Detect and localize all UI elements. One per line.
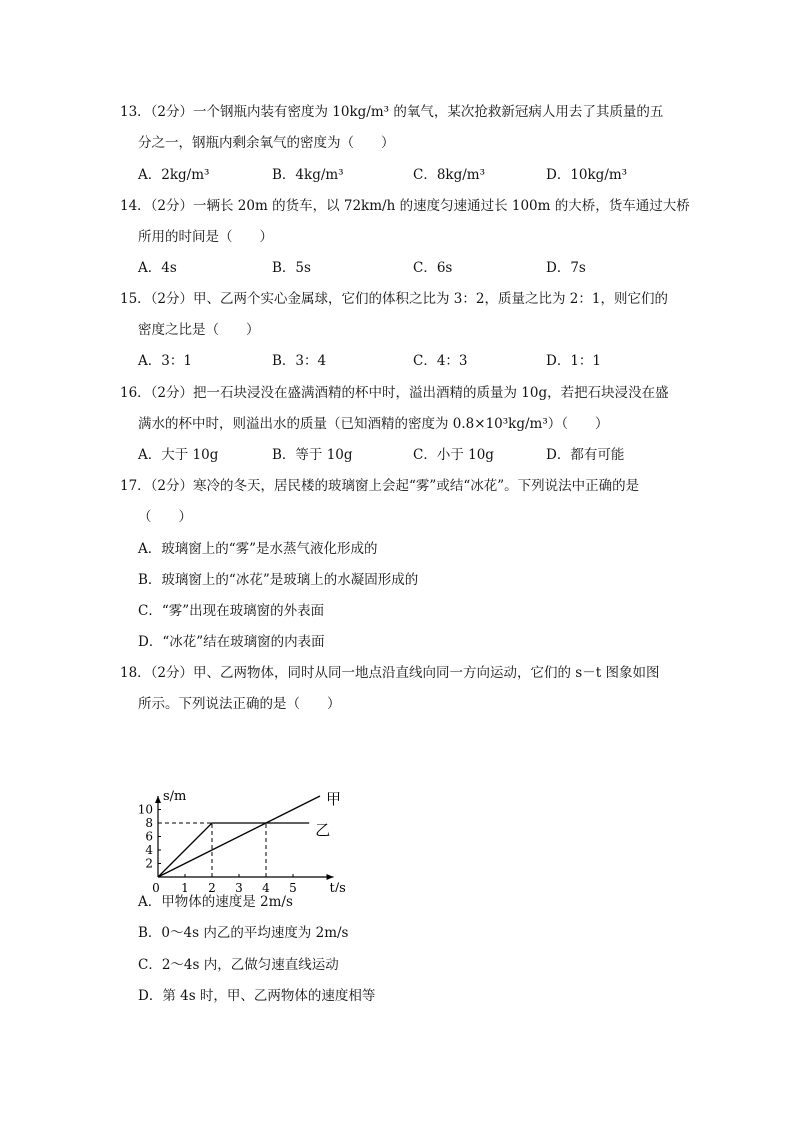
- series-line-yi: [158, 823, 309, 877]
- q16-option-c: C．小于 10g: [413, 447, 494, 463]
- q14-option-b: B．5s: [272, 260, 311, 276]
- q17-stem-line1: 17．（2分）寒冷的冬天，居民楼的玻璃窗上会起“雾”或结“冰花”。下列说法中正确的是: [120, 478, 640, 494]
- q17-option-a: A．玻璃窗上的“雾”是水蒸气液化形成的: [138, 541, 378, 557]
- q14-option-d: D．7s: [546, 260, 586, 276]
- q15-stem-line1: 15．（2分）甲、乙两个实心金属球，它们的体积之比为 3：2，质量之比为 2：1，则它们的: [120, 291, 668, 307]
- q16-stem-line1: 16．（2分）把一石块浸没在盛满酒精的杯中时，溢出酒精的质量为 10g，若把石块浸没在盛: [120, 385, 669, 401]
- q16-option-d: D．都有可能: [546, 447, 625, 463]
- q13-option-c: C．8kg/m³: [413, 167, 486, 183]
- x-tick-label: 2: [208, 881, 216, 892]
- x-axis-arrow: [327, 874, 334, 880]
- x-tick-label: 4: [262, 881, 270, 892]
- q16-options: [138, 445, 698, 465]
- q15-option-c: C．4：3: [413, 353, 468, 369]
- q15-option-a: A．3：1: [138, 353, 192, 369]
- y-axis-arrow: [155, 796, 161, 803]
- y-tick-label: 6: [145, 829, 153, 844]
- q14-option-a: A．4s: [138, 260, 177, 276]
- s-t-graph: [138, 722, 368, 892]
- q16-option-a: A．大于 10g: [138, 447, 219, 463]
- q14-options: [138, 258, 698, 278]
- y-tick-label: 10: [138, 802, 153, 817]
- q15-stem-line2: 密度之比是（ ）: [138, 322, 260, 338]
- x-tick-label: 0: [152, 881, 160, 892]
- q18-option-d: D．第 4s 时，甲、乙两物体的速度相等: [138, 988, 376, 1004]
- q15-option-d: D．1：1: [546, 353, 602, 369]
- q13-option-b: B．4kg/m³: [272, 167, 344, 183]
- y-axis-label: s/m: [163, 789, 187, 804]
- q18-option-a: A．甲物体的速度是 2m/s: [138, 894, 293, 910]
- q16-option-b: B．等于 10g: [272, 447, 353, 463]
- q15-options: [138, 351, 698, 371]
- q17-option-c: C．“雾”出现在玻璃窗的外表面: [138, 603, 325, 619]
- q17-option-b: B．玻璃窗上的“冰花”是玻璃上的水凝固形成的: [138, 572, 419, 588]
- q13-stem-line1: 13．（2分）一个钢瓶内装有密度为 10kg/m³ 的氧气，某次抢救新冠病人用去了其质量的五: [120, 104, 664, 120]
- y-tick-label: 4: [145, 843, 153, 857]
- q18-stem-line2: 所示。下列说法正确的是（ ）: [138, 696, 341, 712]
- series-label-jia: 甲: [326, 790, 342, 808]
- x-tick-label: 5: [289, 881, 297, 892]
- q13-option-d: D．10kg/m³: [546, 167, 628, 183]
- q14-stem-line2: 所用的时间是（ ）: [138, 229, 273, 245]
- x-tick-label: 3: [235, 881, 243, 892]
- series-line-jia: [158, 796, 320, 877]
- q17-option-d: D．“冰花”结在玻璃窗的内表面: [138, 634, 325, 650]
- x-tick-label: 1: [181, 881, 189, 892]
- q14-option-c: C．6s: [413, 260, 453, 276]
- q18-option-c: C．2～4s 内，乙做匀速直线运动: [138, 957, 339, 973]
- q13-options: [138, 165, 698, 185]
- y-tick-label: 8: [145, 816, 153, 830]
- y-tick-label: 2: [145, 856, 153, 871]
- q16-stem-line2: 满水的杯中时，则溢出水的质量（已知酒精的密度为 0.8×10³kg/m³）（ ）: [138, 416, 609, 432]
- q18-stem-line1: 18．（2分）甲、乙两物体，同时从同一地点沿直线向同一方向运动，它们的 s－t 图象如图: [120, 665, 660, 681]
- q13-option-a: A．2kg/m³: [138, 167, 210, 183]
- q13-stem-line2: 分之一，钢瓶内剩余氧气的密度为（ ）: [138, 135, 395, 151]
- q14-stem-line1: 14．（2分）一辆长 20m 的货车，以 72km/h 的速度匀速通过长 100m 的大桥，货车通过大桥: [120, 198, 690, 214]
- q17-stem-line2: （ ）: [138, 509, 192, 525]
- q18-option-b: B．0～4s 内乙的平均速度为 2m/s: [138, 925, 349, 941]
- x-axis-label: t/s: [329, 881, 346, 892]
- q15-option-b: B．3：4: [272, 353, 327, 369]
- series-label-yi: 乙: [315, 821, 331, 839]
